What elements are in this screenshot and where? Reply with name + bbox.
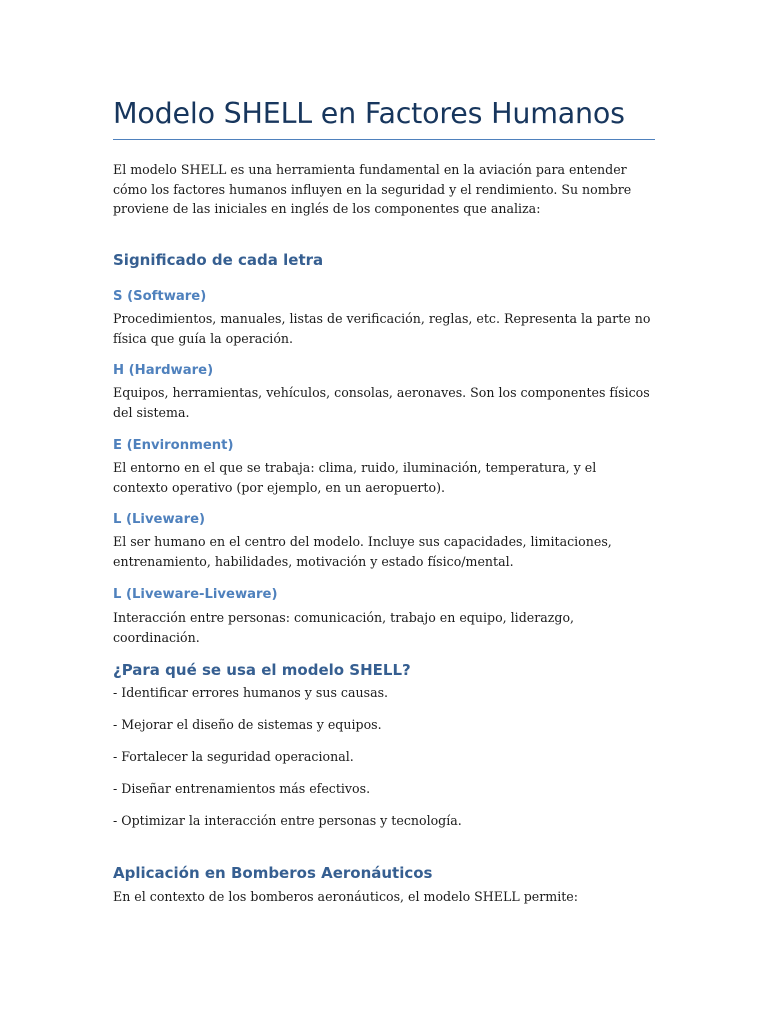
liveware-liveware-description: Interacción entre personas: comunicación, trabajo en equipo, liderazgo, coordinación. [113, 610, 575, 645]
liveware-description: El ser humano en el centro del modelo. Incluye sus capacidades, limitaciones, entrenamiento, habilidades, motivación y estado físico/mental. [113, 534, 612, 569]
application-paragraph: En el contexto de los bomberos aeronáuticos, el modelo SHELL permite: [113, 889, 578, 904]
list-item: - Mejorar el diseño de sistemas y equipos. [113, 717, 382, 732]
list-item: - Identificar errores humanos y sus causas. [113, 685, 389, 700]
list-item: - Optimizar la interacción entre personas y tecnología. [113, 813, 462, 828]
subheading-liveware: L (Liveware) [113, 512, 206, 527]
hardware-description: Equipos, herramientas, vehículos, consolas, aeronaves. Son los componentes físicos del sistema. [113, 385, 650, 420]
list-item: - Fortalecer la seguridad operacional. [113, 749, 354, 764]
document-title: Modelo SHELL en Factores Humanos [113, 97, 625, 130]
title-underline [113, 139, 655, 140]
heading-application: Aplicación en Bomberos Aeronáuticos [113, 864, 433, 882]
intro-paragraph: El modelo SHELL es una herramienta fundamental en la aviación para entender cómo los factores humanos influyen en la seguridad y el rendimiento. Su nombre proviene de las iniciales en inglés de los componentes que analiza: [113, 162, 632, 216]
subheading-hardware: H (Hardware) [113, 363, 214, 378]
subheading-liveware-liveware: L (Liveware-Liveware) [113, 587, 278, 602]
list-item: - Diseñar entrenamientos más efectivos. [113, 781, 371, 796]
subheading-software: S (Software) [113, 289, 207, 304]
environment-description: El entorno en el que se trabaja: clima, ruido, iluminación, temperatura, y el contexto operativo (por ejemplo, en un aeropuerto). [113, 460, 597, 495]
heading-uses: ¿Para qué se usa el modelo SHELL? [113, 661, 411, 679]
subheading-environment: E (Environment) [113, 438, 234, 453]
software-description: Procedimientos, manuales, listas de verificación, reglas, etc. Representa la parte no física que guía la operación. [113, 311, 651, 346]
heading-meaning: Significado de cada letra [113, 251, 324, 269]
